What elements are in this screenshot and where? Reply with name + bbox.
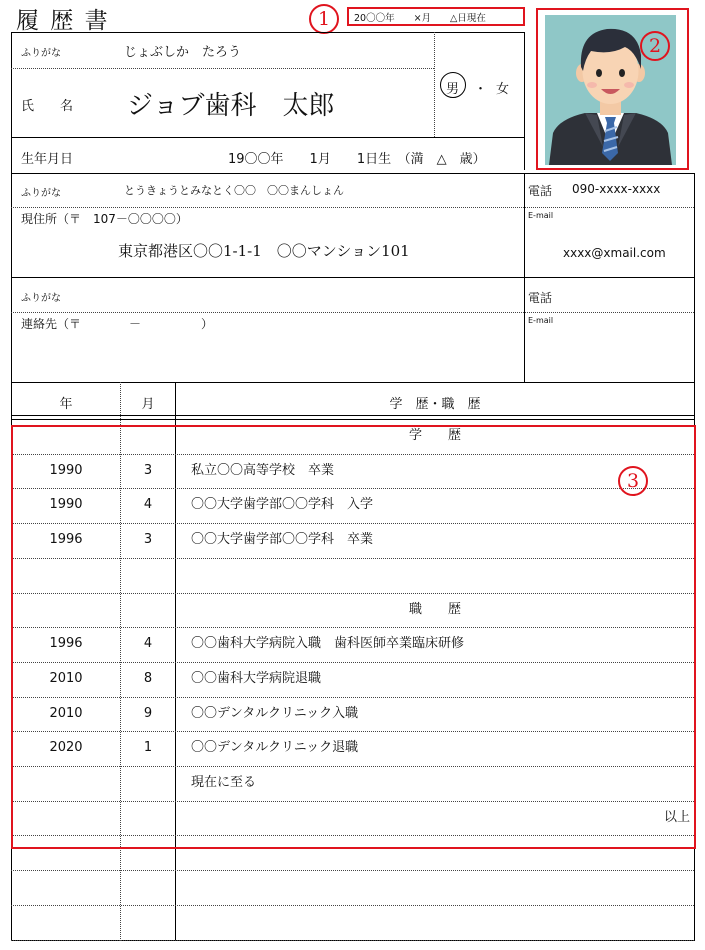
history-row-year bbox=[12, 870, 120, 904]
history-row-entry: 学 歴 bbox=[408, 428, 461, 443]
address-label: 現住所（〒 107－〇〇〇〇） bbox=[21, 212, 188, 226]
history-row-year bbox=[12, 905, 120, 939]
history-row-entry bbox=[191, 870, 691, 904]
history-row-entry: 〇〇デンタルクリニック退職 bbox=[191, 740, 359, 755]
contact-label: 連絡先（〒 － ） bbox=[21, 317, 214, 331]
history-row-month bbox=[121, 905, 175, 939]
birth-value: 19〇〇年 1月 1日生 （満 △ 歳） bbox=[228, 152, 486, 167]
history-row-year: 1990 bbox=[49, 497, 83, 512]
history-row-entry: 〇〇歯科大学病院退職 bbox=[191, 671, 322, 686]
history-row-month: 9 bbox=[143, 706, 153, 721]
contact-furigana-label: ふりがな bbox=[21, 293, 61, 304]
history-row-year: 1990 bbox=[49, 463, 83, 478]
contact-email-label: E-mail bbox=[528, 316, 554, 325]
history-month-header: 月 bbox=[141, 397, 155, 412]
history-row-entry: 以上 bbox=[663, 810, 690, 825]
history-row-entry: 〇〇大学歯学部〇〇学科 入学 bbox=[191, 497, 374, 512]
history-year-header: 年 bbox=[59, 397, 73, 412]
address-value: 東京都港区〇〇1-1-1 〇〇マンション101 bbox=[118, 242, 410, 260]
phone-value: 090-xxxx-xxxx bbox=[572, 182, 661, 196]
name-value: ジョブ歯科 太郎 bbox=[127, 91, 335, 121]
history-row-entry bbox=[191, 905, 691, 939]
gender-female: 女 bbox=[496, 82, 510, 97]
date-label: 20〇〇年 ×月 △日現在 bbox=[354, 13, 486, 24]
gender-male: 男 bbox=[446, 82, 460, 97]
contact-phone-label: 電話 bbox=[528, 291, 553, 305]
gender-separator: ・ bbox=[474, 82, 488, 97]
email-label: E-mail bbox=[528, 211, 554, 220]
history-row-month: 1 bbox=[143, 740, 153, 755]
history-entry-header: 学 歴・職 歴 bbox=[389, 397, 481, 412]
name-furigana-value: じょぶしか たろう bbox=[124, 45, 242, 60]
phone-label: 電話 bbox=[528, 184, 553, 198]
history-row-entry: 職 歴 bbox=[408, 602, 461, 617]
history-row-month bbox=[121, 870, 175, 904]
history-row-year: 1996 bbox=[49, 532, 83, 547]
history-row-entry: 〇〇歯科大学病院入職 歯科医師卒業臨床研修 bbox=[191, 636, 465, 651]
annotation-marker-1: 1 bbox=[309, 4, 339, 34]
address-furigana-label: ふりがな bbox=[21, 188, 61, 199]
history-row-entry: 現在に至る bbox=[191, 775, 257, 790]
history-row-month: 8 bbox=[143, 671, 153, 686]
history-row-year: 2010 bbox=[49, 671, 83, 686]
history-row-month: 3 bbox=[143, 463, 153, 478]
email-value: xxxx@xmail.com bbox=[563, 246, 666, 260]
history-highlight-box bbox=[11, 425, 696, 849]
history-row-month: 3 bbox=[143, 532, 153, 547]
history-row-entry: 〇〇デンタルクリニック入職 bbox=[191, 706, 359, 721]
name-furigana-label: ふりがな bbox=[21, 48, 61, 59]
history-row-month: 4 bbox=[143, 497, 153, 512]
history-row-year: 2010 bbox=[49, 706, 83, 721]
page-title: 履 歴 書 bbox=[16, 8, 110, 34]
address-furigana-value: とうきょうとみなとく〇〇 〇〇まんしょん bbox=[124, 184, 344, 197]
annotation-marker-2: 2 bbox=[640, 31, 670, 61]
history-row-month: 4 bbox=[143, 636, 153, 651]
history-row-entry: 〇〇大学歯学部〇〇学科 卒業 bbox=[191, 532, 374, 547]
history-row-entry: 私立〇〇高等学校 卒業 bbox=[191, 463, 335, 478]
history-row-year: 2020 bbox=[49, 740, 83, 755]
birth-label: 生年月日 bbox=[21, 152, 74, 167]
name-label: 氏 名 bbox=[21, 99, 74, 114]
history-row-year: 1996 bbox=[49, 636, 83, 651]
annotation-marker-3: 3 bbox=[618, 466, 648, 496]
